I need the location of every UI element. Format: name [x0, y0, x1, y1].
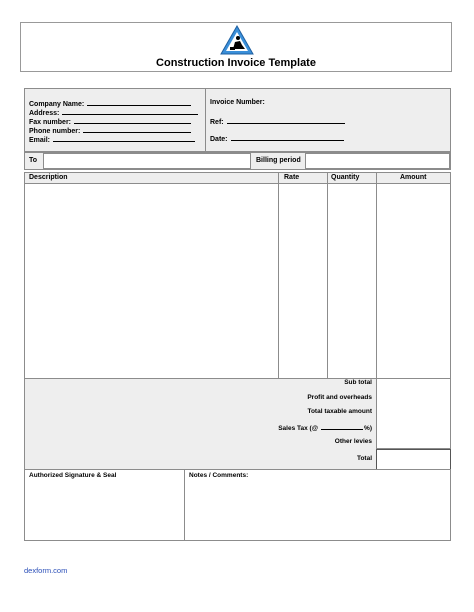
- invoice-number-field[interactable]: [210, 98, 265, 107]
- billing-period-label: Billing period: [256, 157, 301, 164]
- col-description-header: Description: [29, 174, 68, 181]
- description-cell[interactable]: [24, 183, 279, 379]
- col-rate-header: Rate: [284, 174, 300, 181]
- notes-label: Notes / Comments:: [189, 472, 249, 479]
- total-taxable-label: Total taxable amount: [307, 408, 372, 415]
- page-title: Construction Invoice Template: [156, 57, 316, 69]
- quantity-cell[interactable]: [327, 183, 377, 379]
- email-label: Email:: [29, 137, 51, 144]
- date-field[interactable]: [210, 133, 344, 144]
- to-input[interactable]: [43, 153, 251, 169]
- header-divider: [278, 172, 279, 184]
- header-divider: [376, 172, 377, 184]
- total-amount-cell[interactable]: [376, 449, 451, 470]
- fax-label: Fax number:: [29, 119, 72, 126]
- rate-cell[interactable]: [278, 183, 328, 379]
- sub-total-label: Sub total: [344, 379, 372, 386]
- billing-period-input[interactable]: [305, 153, 450, 169]
- summary-amount-column[interactable]: [376, 378, 451, 449]
- company-name-label: Company Name:: [29, 101, 85, 108]
- footer-link[interactable]: dexform.com: [24, 566, 68, 575]
- address-label: Address:: [29, 110, 60, 117]
- other-levies-label: Other levies: [334, 438, 372, 445]
- amount-cell[interactable]: [376, 183, 451, 379]
- date-label: Date:: [210, 136, 228, 143]
- total-label: Total: [356, 455, 372, 462]
- sales-tax-field[interactable]: [278, 423, 372, 433]
- email-field[interactable]: [29, 134, 195, 145]
- invoice-number-label: Invoice Number:: [210, 99, 265, 106]
- construction-worker-warning-icon: [220, 25, 254, 55]
- profit-overheads-label: Profit and overheads: [307, 394, 372, 401]
- ref-field[interactable]: [210, 116, 345, 127]
- ref-label: Ref:: [210, 119, 224, 126]
- header-divider: [327, 172, 328, 184]
- sales-tax-suffix: %): [364, 425, 372, 432]
- phone-label: Phone number:: [29, 128, 81, 135]
- signature-label: Authorized Signature & Seal: [29, 472, 117, 479]
- col-quantity-header: Quantity: [331, 174, 360, 181]
- to-label: To: [29, 157, 38, 164]
- col-amount-header: Amount: [400, 174, 427, 181]
- sales-tax-prefix: Sales Tax (@: [278, 425, 319, 432]
